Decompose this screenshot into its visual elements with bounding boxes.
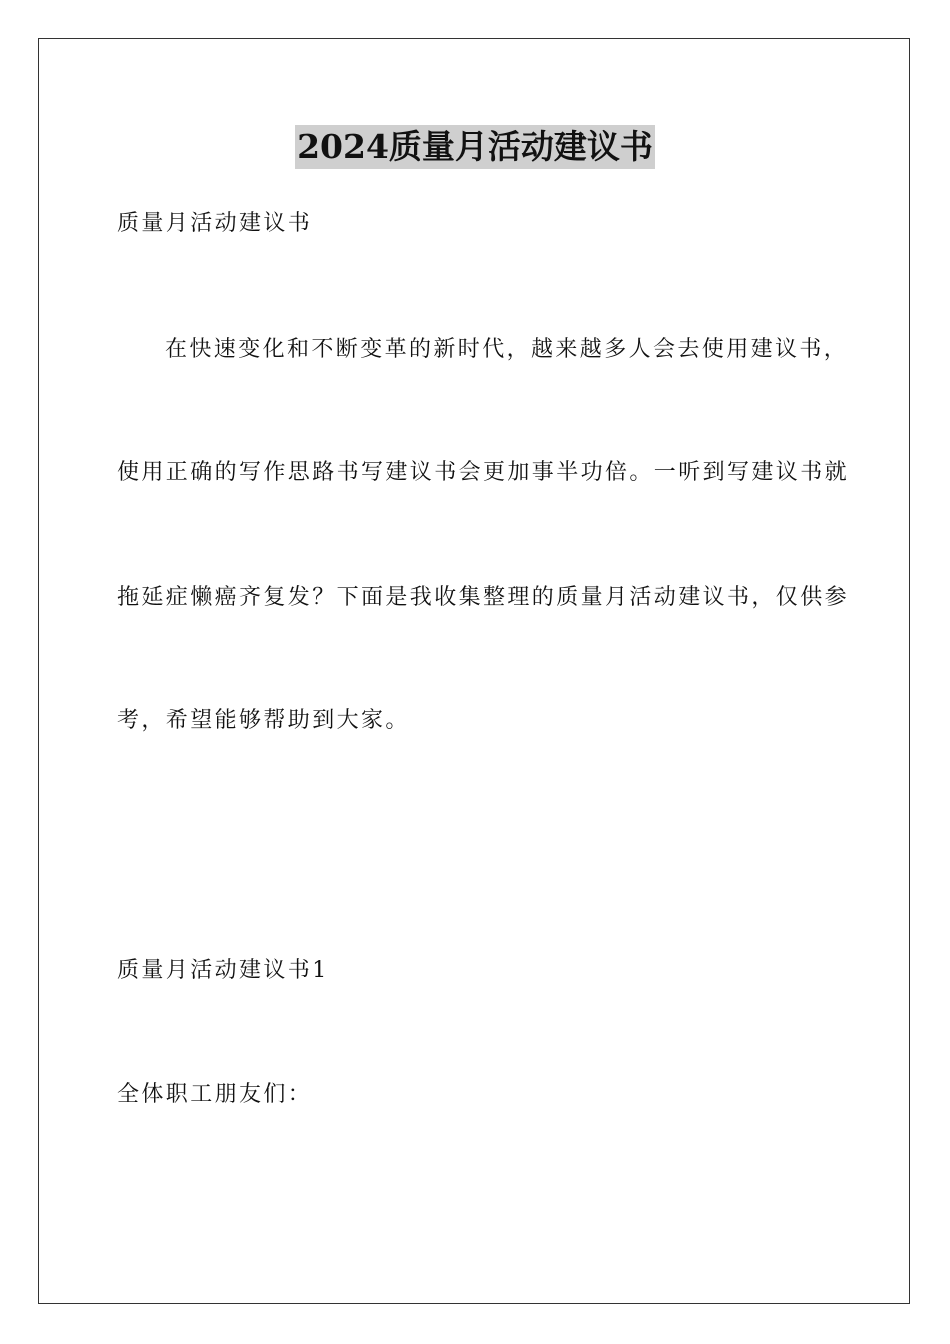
intro-paragraph-line-4: 考，希望能够帮助到大家。 [117, 708, 410, 733]
document-subtitle: 质量月活动建议书 [117, 211, 313, 236]
title-container [0, 125, 950, 169]
section-heading: 质量月活动建议书1 [117, 958, 329, 983]
salutation: 全体职工朋友们： [117, 1082, 313, 1107]
intro-paragraph-line-1: 在快速变化和不断变革的新时代，越来越多人会去使用建议书， [165, 337, 849, 362]
intro-paragraph-line-3: 拖延症懒癌齐复发？下面是我收集整理的质量月活动建议书，仅供参 [117, 585, 850, 610]
document-title: 2024质量月活动建议书 [295, 125, 655, 169]
intro-paragraph-line-2: 使用正确的写作思路书写建议书会更加事半功倍。一听到写建议书就 [117, 460, 850, 485]
